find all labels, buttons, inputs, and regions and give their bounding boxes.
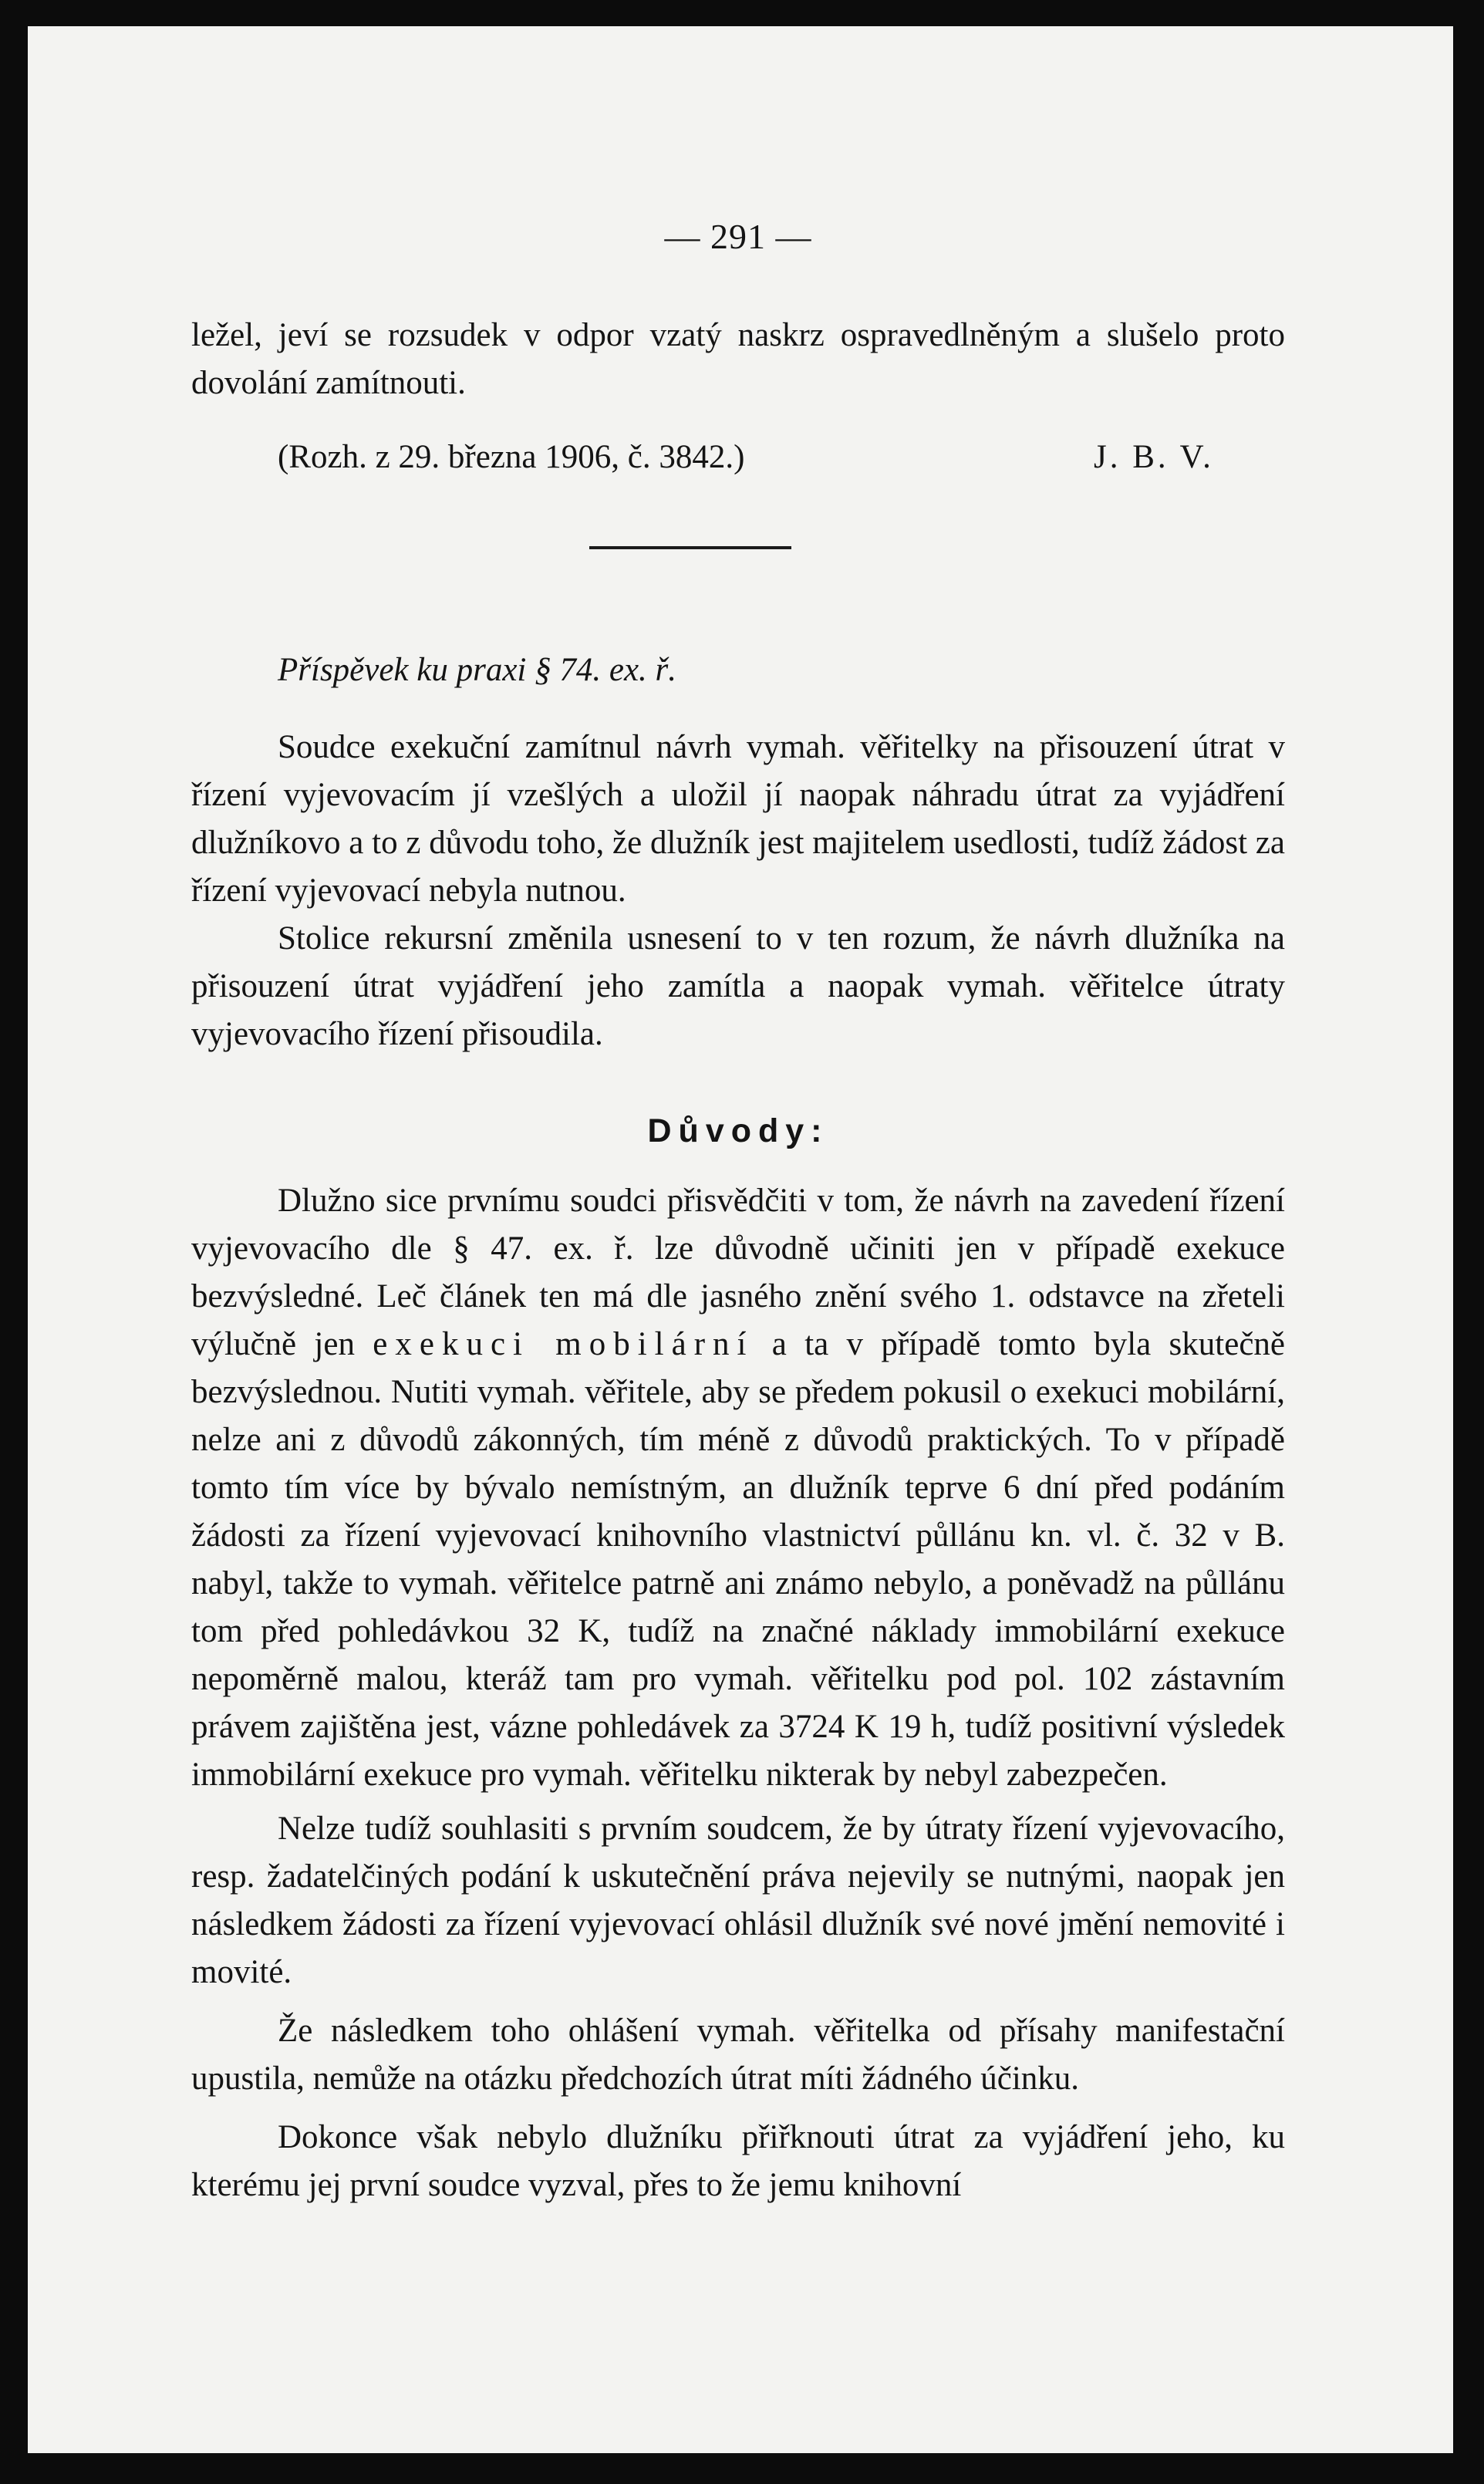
document-page — [191, 216, 1285, 2438]
reasons-paragraph-1 — [191, 1177, 1285, 1799]
reasons-body — [191, 1177, 1285, 2209]
reasons-p1-text-b: a ta v případě tomto byla skutečně bezvýslednou. Nutiti vymah. věřitele, aby se předem pokusil o exekuci mobilární, nelze ani z důvodů zákonných, tím méně z důvodů praktických. To v případě tomto tím více by bývalo nemístným, an dlužník teprve 6 dní před podáním žádosti za řízení vyjevovací knihovního vlastnictví půllánu kn. vl. č. 32 v B. nabyl, takže to vymah. věřitelce patrně ani známo nebylo, a poněvadž na půllánu tom před pohledávkou 32 K, tudíž na značné náklady immobilární exekuce nepoměrně malou, kteráž tam pro vymah. věřitelku pod pol. 102 zástavním právem zajištěna jest, vázne pohledávek za 3724 K 19 h, tudíž positivní výsledek immobilární exekuce pro vymah. věřitelku nikterak by nebyl zabezpečen. — [191, 1326, 1285, 1793]
decision-reference: (Rozh. z 29. března 1906, č. 3842.) — [278, 439, 745, 475]
author-initials: J. B. V. — [1094, 439, 1214, 475]
reasons-heading: Důvody: — [647, 1112, 829, 1149]
case-facts — [191, 724, 1285, 1058]
reasons-p1-text-a: Dlužno sice prvnímu soudci přisvědčiti v tom, že návrh na zavedení řízení vyjevovacího dle § 47. ex. ř. lze důvodně učiniti jen v případě exekuce bezvýsledné. Leč článek ten má dle jasného znění svého 1. odstavce na zřeteli výlučně jen — [191, 1183, 1285, 1362]
reasons-paragraph-4: Dokonce však nebylo dlužníku přiřknouti útrat za vyjádření jeho, ku kterému jej první soudce vyzval, přes to že jemu knihovní — [191, 2119, 1285, 2203]
reasons-paragraph-2: Nelze tudíž souhlasiti s prvním soudcem, že by útraty řízení vyjevovacího, resp. žadatelčiných podání k uskutečnění práva nejevily se nutnými, naopak jen následkem žádosti za řízení vyjevovací ohlásil dlužník své nové jmění nemovité i movité. — [191, 1811, 1285, 1990]
case-paragraph-2: Stolice rekursní změnila usnesení to v ten rozum, že návrh dlužníka na přisouzení útrat vyjádření jeho zamítla a naopak vymah. věřitelce útraty vyjevovacího řízení přisoudila. — [191, 920, 1285, 1052]
reasons-paragraph-3: Že následkem toho ohlášení vymah. věřitelka od přísahy manifestační upustila, nemůže na otázku předchozích útrat míti žádného účinku. — [191, 2013, 1285, 2097]
section-divider — [589, 546, 791, 549]
reasons-p1-emphasis: exekuci mobilární — [373, 1326, 754, 1362]
page-number: — 291 — — [664, 217, 812, 256]
intro-paragraph: ležel, jeví se rozsudek v odpor vzatý naskrz ospravedlněným a slušelo proto dovolání zamítnouti. — [191, 317, 1285, 401]
intro-text — [191, 312, 1285, 407]
case-paragraph-1: Soudce exekuční zamítnul návrh vymah. věřitelky na přisouzení útrat v řízení vyjevovacím jí vzešlých a uložil jí naopak náhradu útrat za vyjádření dlužníkovo a to z důvodu toho, že dlužník jest majitelem usedlosti, tudíž žádost za řízení vyjevovací nebyla nutnou. — [191, 729, 1285, 909]
article-heading: Příspěvek ku praxi § 74. ex. ř. — [278, 652, 677, 688]
